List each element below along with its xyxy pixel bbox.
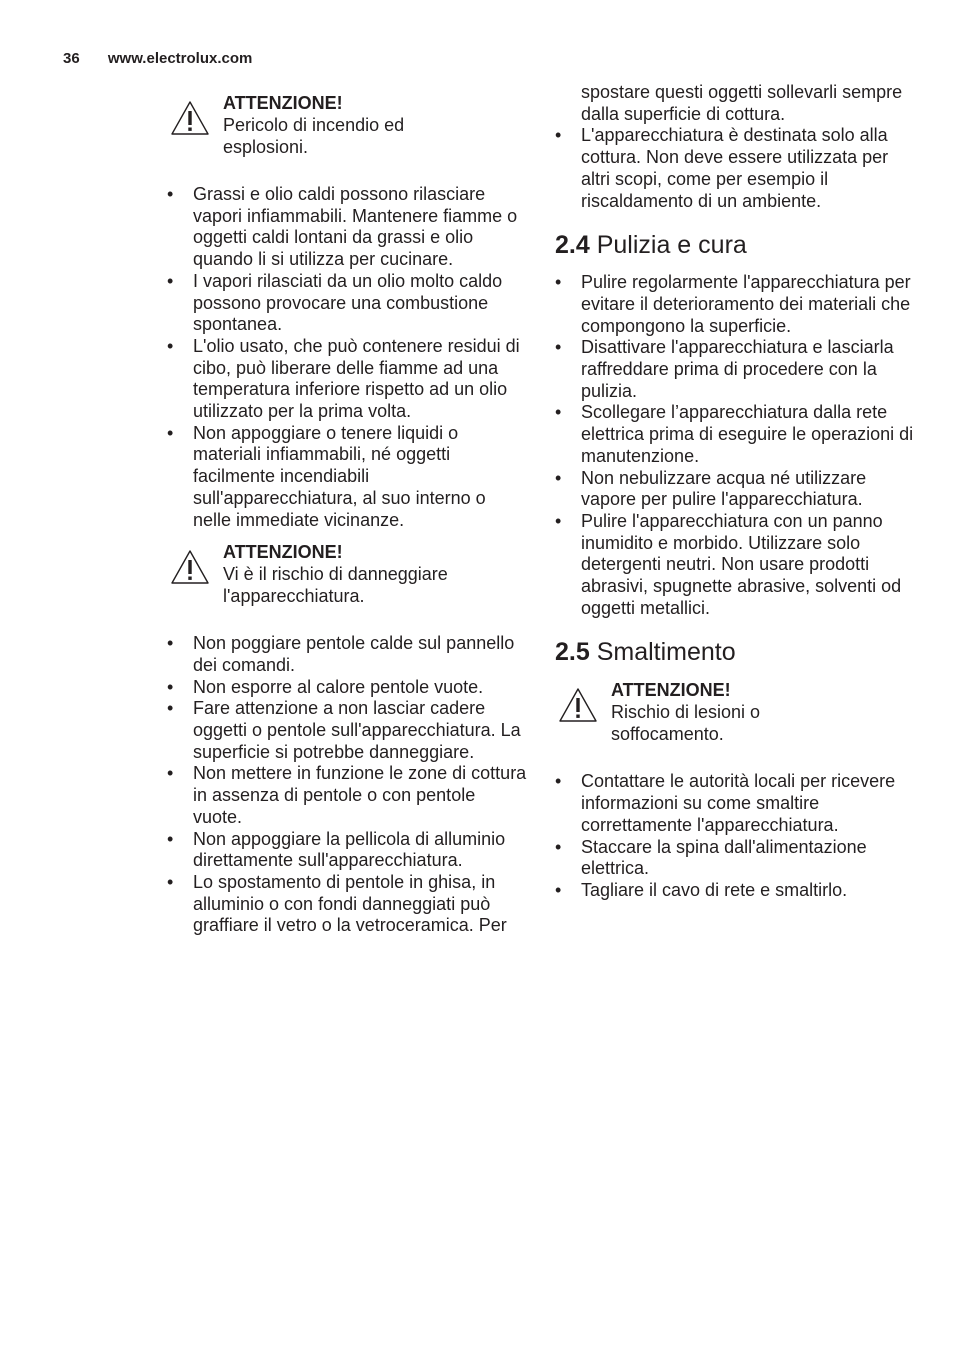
list-item: • Disattivare l'apparecchiatura e lasciarla raffreddare prima di procedere con la pulizia.: [555, 337, 920, 402]
list-item: • Grassi e olio caldi possono rilasciare vapori infiammabili. Mantenere fiamme o oggetti caldi lontani da grassi e olio quando li si utilizza per cucinare.: [167, 184, 527, 271]
disposal-list: [555, 771, 920, 901]
warning-title: ATTENZIONE!: [223, 542, 343, 563]
warning-title: ATTENZIONE!: [223, 93, 343, 113]
right-column: [555, 82, 920, 902]
section-title: Pulizia e cura: [596, 231, 747, 260]
warning-triangle-icon: [558, 687, 598, 723]
list-item: • Pulire l'apparecchiatura con un panno inumidito e morbido. Utilizzare solo detergenti neutri. Non usare prodotti abrasivi, spugnette abrasive, solventi od oggetti metallici.: [555, 511, 920, 620]
list-item: • L'olio usato, che può contenere residui di cibo, può liberare delle fiamme ad una temperatura inferiore rispetto ad un olio utilizzato per la prima volta.: [167, 336, 527, 423]
list-item: • I vapori rilasciati da un olio molto caldo possono provocare una combustione spontanea.: [167, 271, 527, 336]
list-item: • Non mettere in funzione le zone di cottura in assenza di pentole o con pentole vuote.: [167, 763, 527, 828]
usage-list: [555, 125, 920, 212]
warning-title: ATTENZIONE!: [611, 680, 731, 701]
warning-box-damage: [167, 541, 527, 607]
section-title: Smaltimento: [596, 638, 736, 667]
section-number: 2.4: [555, 231, 590, 260]
list-item: • Non esporre al calore pentole vuote.: [167, 677, 527, 699]
list-item: • Lo spostamento di pentole in ghisa, in alluminio o con fondi danneggiati può graffiare il vetro o la vetroceramica. Per: [167, 872, 527, 937]
warning-triangle-icon: [170, 549, 210, 585]
list-item: • Non appoggiare la pellicola di alluminio direttamente sull'apparecchiatura.: [167, 829, 527, 872]
left-column: [167, 82, 527, 937]
fire-safety-list: [167, 184, 527, 531]
list-item: • Pulire regolarmente l'apparecchiatura per evitare il deterioramento dei materiali che compongono la superficie.: [555, 272, 920, 337]
warning-text-line: esplosioni.: [223, 137, 309, 157]
warning-text-line: Rischio di lesioni o: [611, 702, 761, 723]
cleaning-list: [555, 272, 920, 619]
page-header: [63, 50, 252, 67]
list-item: • Non appoggiare o tenere liquidi o materiali infiammabili, né oggetti facilmente incendiabili sull'apparecchiatura, al suo interno o nelle immediate vicinanze.: [167, 423, 527, 532]
warning-box-fire: [167, 92, 527, 158]
list-item: • Tagliare il cavo di rete e smaltirlo.: [555, 880, 920, 902]
warning-text-line: l'apparecchiatura.: [223, 586, 365, 607]
warning-text-line: soffocamento.: [611, 724, 724, 745]
list-item: • Non poggiare pentole calde sul pannello dei comandi.: [167, 633, 527, 676]
damage-prevention-list: [167, 633, 527, 937]
list-item: • Non nebulizzare acqua né utilizzare vapore per pulire l'apparecchiatura.: [555, 468, 920, 511]
warning-box-injury: [555, 679, 920, 745]
page-number: 36: [63, 50, 80, 67]
list-item: • Contattare le autorità locali per ricevere informazioni su come smaltire correttamente l'apparecchiatura.: [555, 771, 920, 836]
list-item: • Scollegare l’apparecchiatura dalla rete elettrica prima di eseguire le operazioni di manutenzione.: [555, 402, 920, 467]
section-heading-disposal: [555, 637, 920, 667]
section-heading-cleaning: [555, 230, 920, 260]
list-item: • Fare attenzione a non lasciar cadere oggetti o pentole sull'apparecchiatura. La superficie si potrebbe danneggiare.: [167, 698, 527, 763]
site-url: www.electrolux.com: [107, 50, 253, 67]
continued-text: spostare questi oggetti sollevarli sempre dalla superficie di cottura.: [581, 82, 903, 124]
warning-triangle-icon: [170, 100, 210, 136]
warning-text-line: Vi è il rischio di danneggiare: [223, 564, 448, 585]
section-number: 2.5: [555, 638, 590, 667]
list-item: • Staccare la spina dall'alimentazione elettrica.: [555, 837, 920, 880]
warning-text-line: Pericolo di incendio ed: [223, 115, 405, 135]
list-item: • L'apparecchiatura è destinata solo alla cottura. Non deve essere utilizzata per altri scopi, come per esempio il riscaldamento di un ambiente.: [555, 125, 920, 212]
